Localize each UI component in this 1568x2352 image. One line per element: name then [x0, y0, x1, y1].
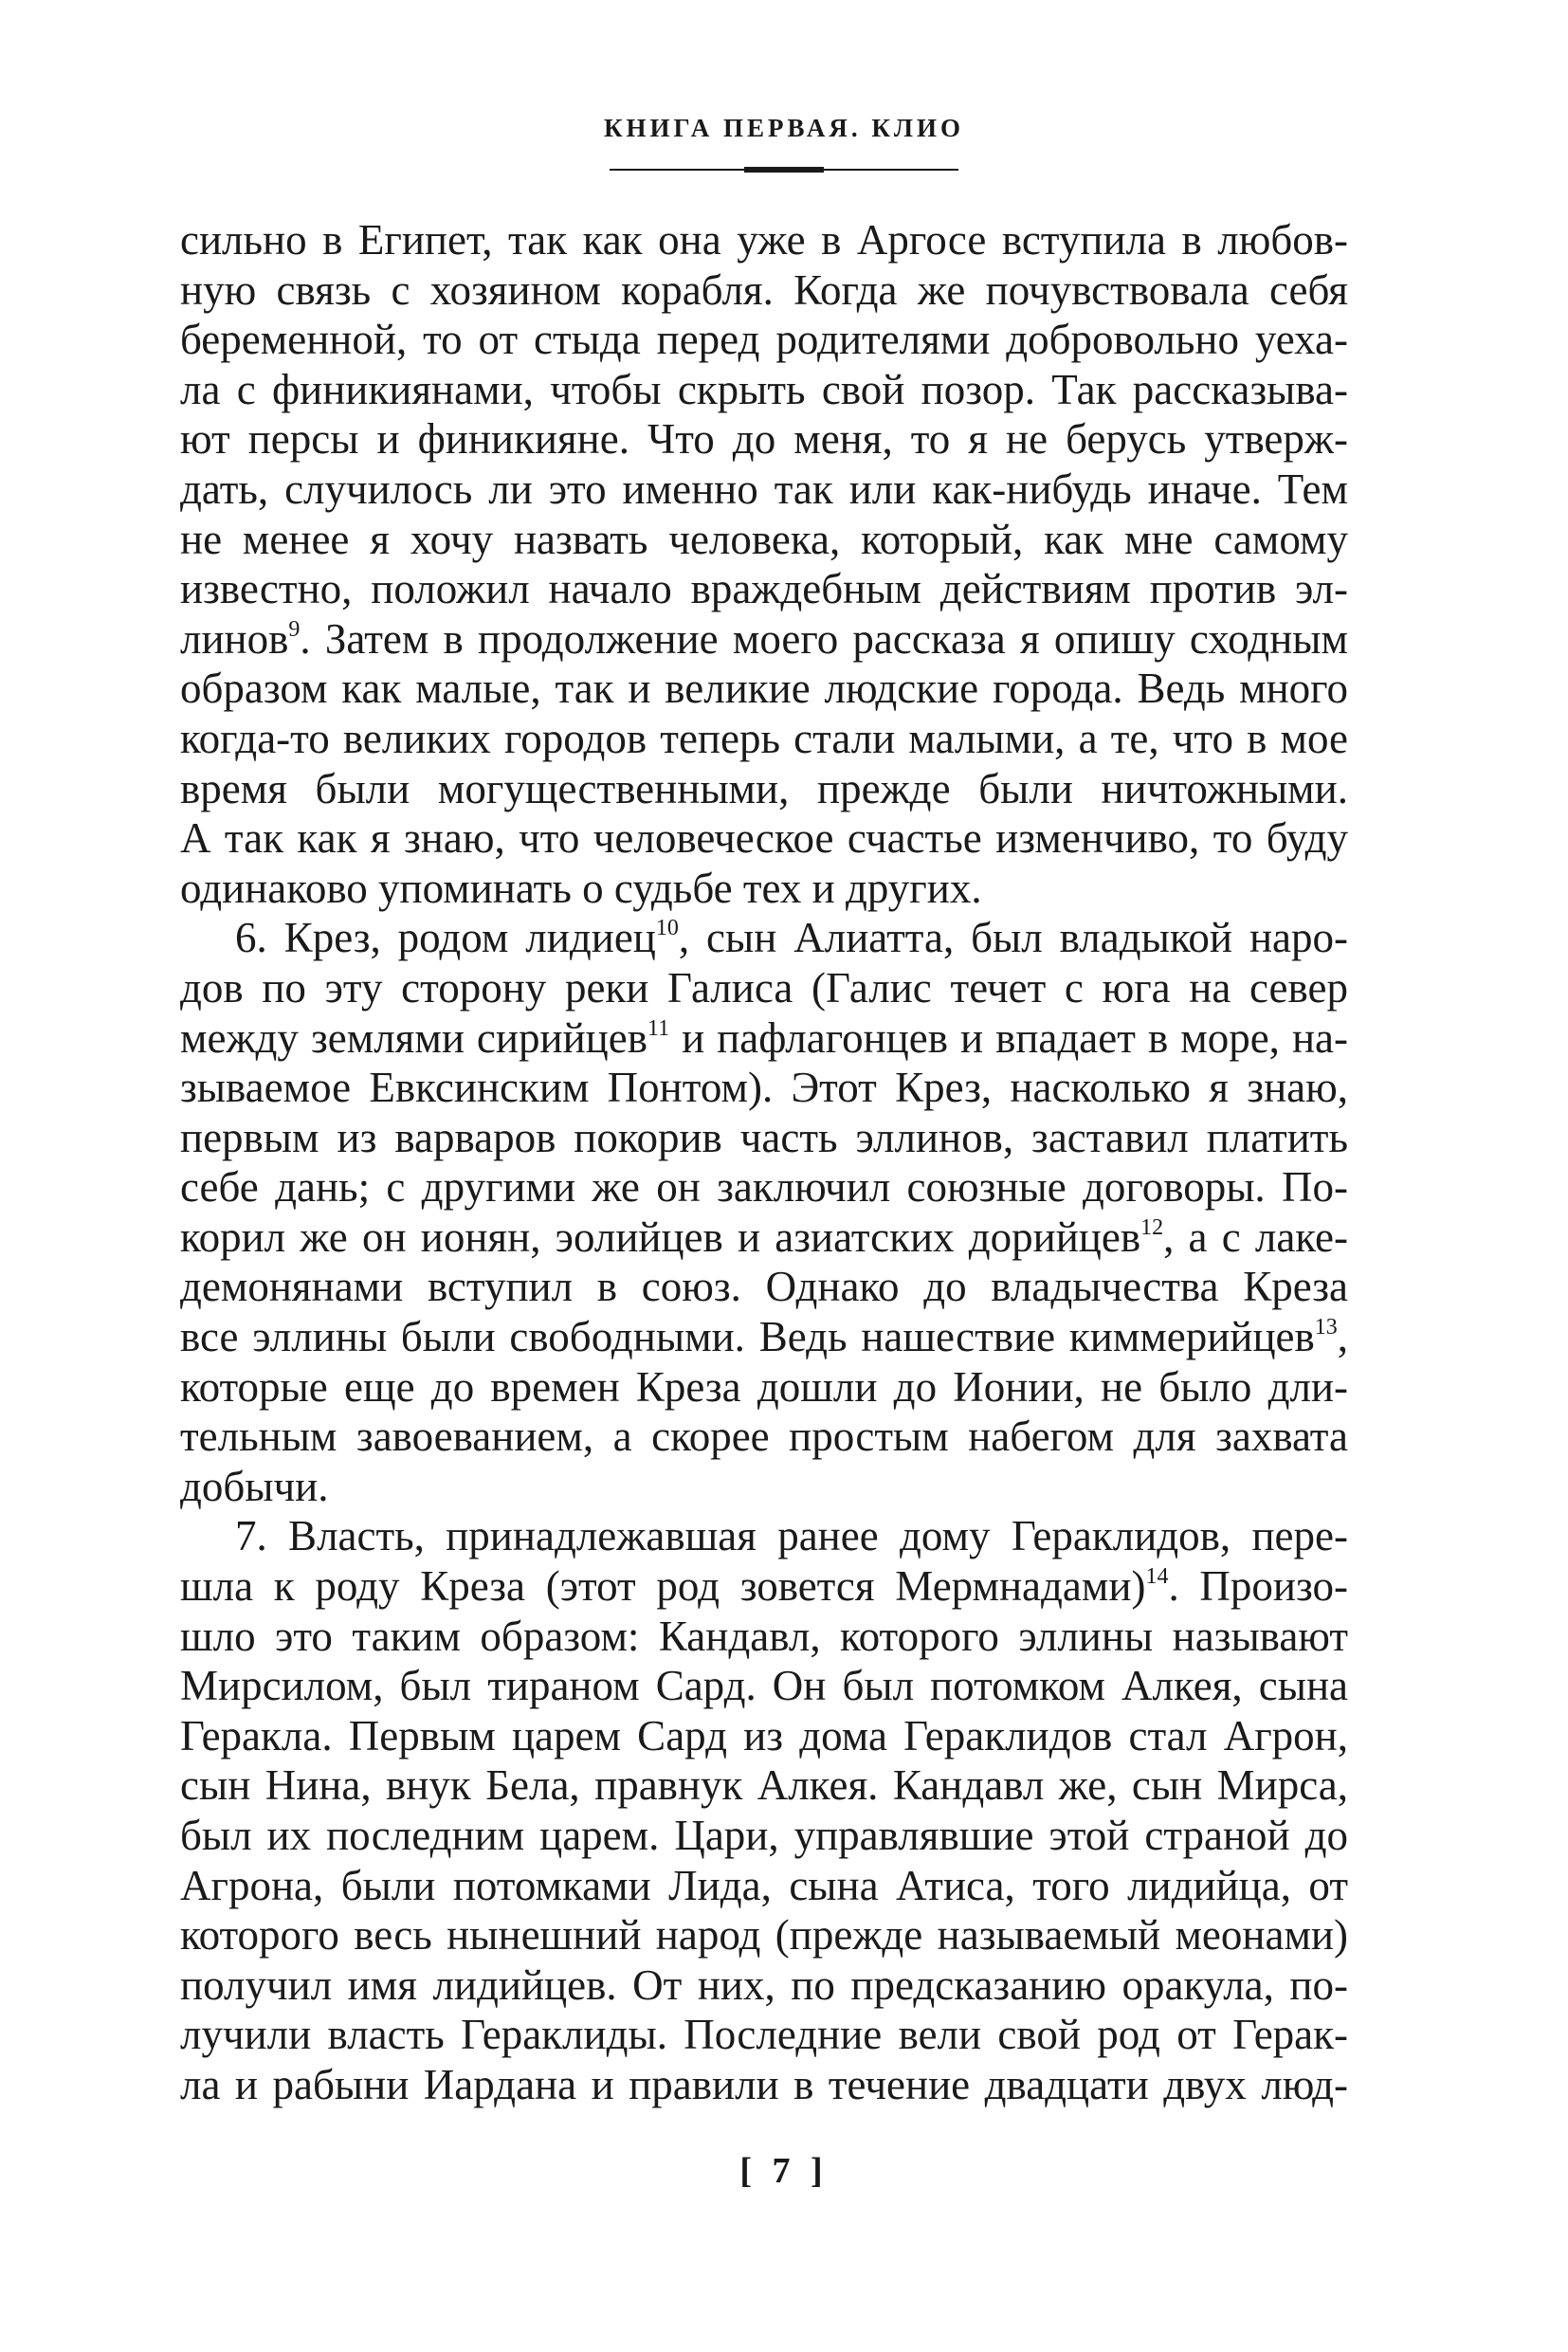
- text-line: [180, 1760, 1348, 1811]
- text-line: [180, 1312, 1348, 1362]
- text-line: [180, 1063, 1348, 1113]
- footnote-ref[interactable]: 10: [655, 916, 679, 941]
- line-text: между землями сирийцев: [180, 1013, 647, 1062]
- text-line: [180, 2060, 1348, 2110]
- text-line: [180, 1362, 1348, 1413]
- text-line: [180, 515, 1348, 565]
- line-text: дать, случилось ли это именно так или как-нибудь иначе. Тем: [180, 465, 1348, 513]
- line-text: А так как я знаю, что человеческое счастье изменчиво, то буду: [180, 814, 1348, 863]
- text-line: [180, 1711, 1348, 1761]
- running-head: КНИГА ПЕРВАЯ. КЛИО: [603, 114, 965, 142]
- line-text: зываемое Евксинским Понтом). Этот Крез, насколько я знаю,: [180, 1064, 1348, 1112]
- line-text: ную связь с хозяином корабля. Когда же почувствовала себя: [180, 265, 1348, 314]
- line-text: которого весь нынешний народ (прежде называемый меонами): [180, 1911, 1348, 1960]
- line-text: лучили власть Гераклиды. Последние вели свой род от Герак-: [180, 2011, 1348, 2059]
- line-text: которые еще до времен Креза дошли до Ионии, не было дли-: [180, 1362, 1348, 1411]
- text-line: [180, 564, 1348, 614]
- line-text: первым из варваров покорив часть эллинов, заставил платить: [180, 1113, 1348, 1161]
- text-line: [180, 265, 1348, 316]
- text-line: [180, 864, 1348, 914]
- text-line: [180, 414, 1348, 465]
- line-text: тельным завоеванием, а скорее простым набегом для захвата: [180, 1413, 1348, 1461]
- line-text: линов: [180, 614, 289, 663]
- line-text: время были могущественными, прежде были ничтожными.: [180, 764, 1348, 812]
- line-text: сильно в Египет, так как она уже в Аргосе вступила в любов-: [180, 216, 1348, 264]
- text-line: [180, 215, 1348, 265]
- text-line: [180, 614, 1348, 665]
- text-line: [180, 664, 1348, 714]
- line-text: дов по эту сторону реки Галиса (Галис течет с юга на север: [180, 963, 1348, 1012]
- line-text: 7. Власть, принадлежавшая ранее дому Гераклидов, пере-: [235, 1512, 1348, 1560]
- line-text-continued: и пафлагонцев и впадает в море, на-: [669, 1013, 1348, 1062]
- line-text-continued: . Произо-: [1168, 1562, 1349, 1611]
- line-text: шла к роду Креза (этот род зовется Мермнадами): [180, 1562, 1146, 1611]
- line-text: одинаково упоминать о судьбе тех и других.: [180, 864, 982, 912]
- text-line: [180, 1262, 1348, 1312]
- line-text: образом как малые, так и великие людские города. Ведь много: [180, 665, 1348, 713]
- line-text: ют персы и финикияне. Что до меня, то я не берусь утверж-: [180, 415, 1348, 464]
- text-line: [180, 813, 1348, 864]
- line-text-continued: . Затем в продолжение моего рассказа я опишу сходным: [300, 614, 1348, 663]
- footnote-ref[interactable]: 14: [1145, 1564, 1169, 1590]
- text-line: [180, 465, 1348, 515]
- text-line: [180, 1212, 1348, 1263]
- line-text: Мирсилом, был тираном Сард. Он был потомком Алкея, сына: [180, 1662, 1348, 1710]
- footnote-ref[interactable]: 13: [1314, 1315, 1338, 1340]
- line-text: шло это таким образом: Кандавл, которого эллины называют: [180, 1612, 1348, 1660]
- line-text: когда-то великих городов теперь стали малыми, а те, что в мое: [180, 714, 1348, 762]
- line-text: все эллины были свободными. Ведь нашествие киммерийцев: [180, 1313, 1315, 1361]
- line-text-continued: , сын Алиатта, был владыкой наро-: [678, 914, 1348, 962]
- head-rule-accent: [744, 167, 824, 173]
- text-line: [180, 1013, 1348, 1064]
- text-line: [180, 1811, 1348, 1861]
- text-line: [180, 714, 1348, 764]
- line-text: получил имя лидийцев. От них, по предсказанию оракула, по-: [180, 1960, 1348, 2009]
- line-text-continued: ,: [1337, 1313, 1348, 1361]
- text-line: [180, 1113, 1348, 1163]
- text-line: [180, 2010, 1348, 2060]
- text-line: [180, 764, 1348, 814]
- text-line: [180, 913, 1348, 963]
- text-line: [180, 1910, 1348, 1960]
- text-line: [180, 1412, 1348, 1462]
- line-text: Агрона, были потомками Лида, сына Атиса, того лидийца, от: [180, 1861, 1348, 1909]
- footnote-ref[interactable]: 11: [647, 1015, 670, 1041]
- line-text: демонянами вступил в союз. Однако до владычества Креза: [180, 1263, 1348, 1311]
- line-text: себе дань; с другими же он заключил союзные договоры. По-: [180, 1163, 1348, 1212]
- text-line: [180, 963, 1348, 1013]
- line-text: корил же он ионян, эолийцев и азиатских дорийцев: [180, 1212, 1141, 1261]
- line-text: известно, положил начало враждебным действиям против эл-: [180, 565, 1348, 613]
- line-text: 6. Крез, родом лидиец: [235, 914, 656, 962]
- footnote-ref[interactable]: 9: [288, 616, 301, 642]
- text-line: [180, 1612, 1348, 1662]
- line-text: беременной, то от стыда перед родителями добровольно уеха-: [180, 316, 1348, 364]
- line-text: Геракла. Первым царем Сард из дома Гераклидов стал Агрон,: [180, 1711, 1348, 1759]
- line-text: ла и рабыни Иардана и правили в течение двадцати двух люд-: [180, 2060, 1348, 2108]
- line-text: был их последним царем. Цари, управлявшие этой страной до: [180, 1812, 1348, 1859]
- body-text: [180, 215, 1348, 2110]
- text-line: [180, 1861, 1348, 1911]
- text-line: [180, 315, 1348, 365]
- line-text: добычи.: [180, 1462, 329, 1510]
- line-text: сын Нина, внук Бела, правнук Алкея. Кандавл же, сын Мирса,: [180, 1761, 1348, 1810]
- line-text: не менее я хочу назвать человека, который, как мне самому: [180, 515, 1348, 563]
- text-line: [180, 1661, 1348, 1711]
- text-line: [180, 1462, 1348, 1512]
- line-text-continued: , а с лаке-: [1163, 1212, 1349, 1261]
- text-line: [180, 1511, 1348, 1561]
- text-line: [180, 1561, 1348, 1612]
- text-line: [180, 365, 1348, 415]
- line-text: ла с финикиянами, чтобы скрыть свой позор. Так рассказыва-: [180, 365, 1348, 413]
- text-line: [180, 1960, 1348, 2011]
- text-line: [180, 1162, 1348, 1212]
- page-number: [ 7 ]: [739, 2151, 829, 2191]
- footnote-ref[interactable]: 12: [1140, 1214, 1164, 1240]
